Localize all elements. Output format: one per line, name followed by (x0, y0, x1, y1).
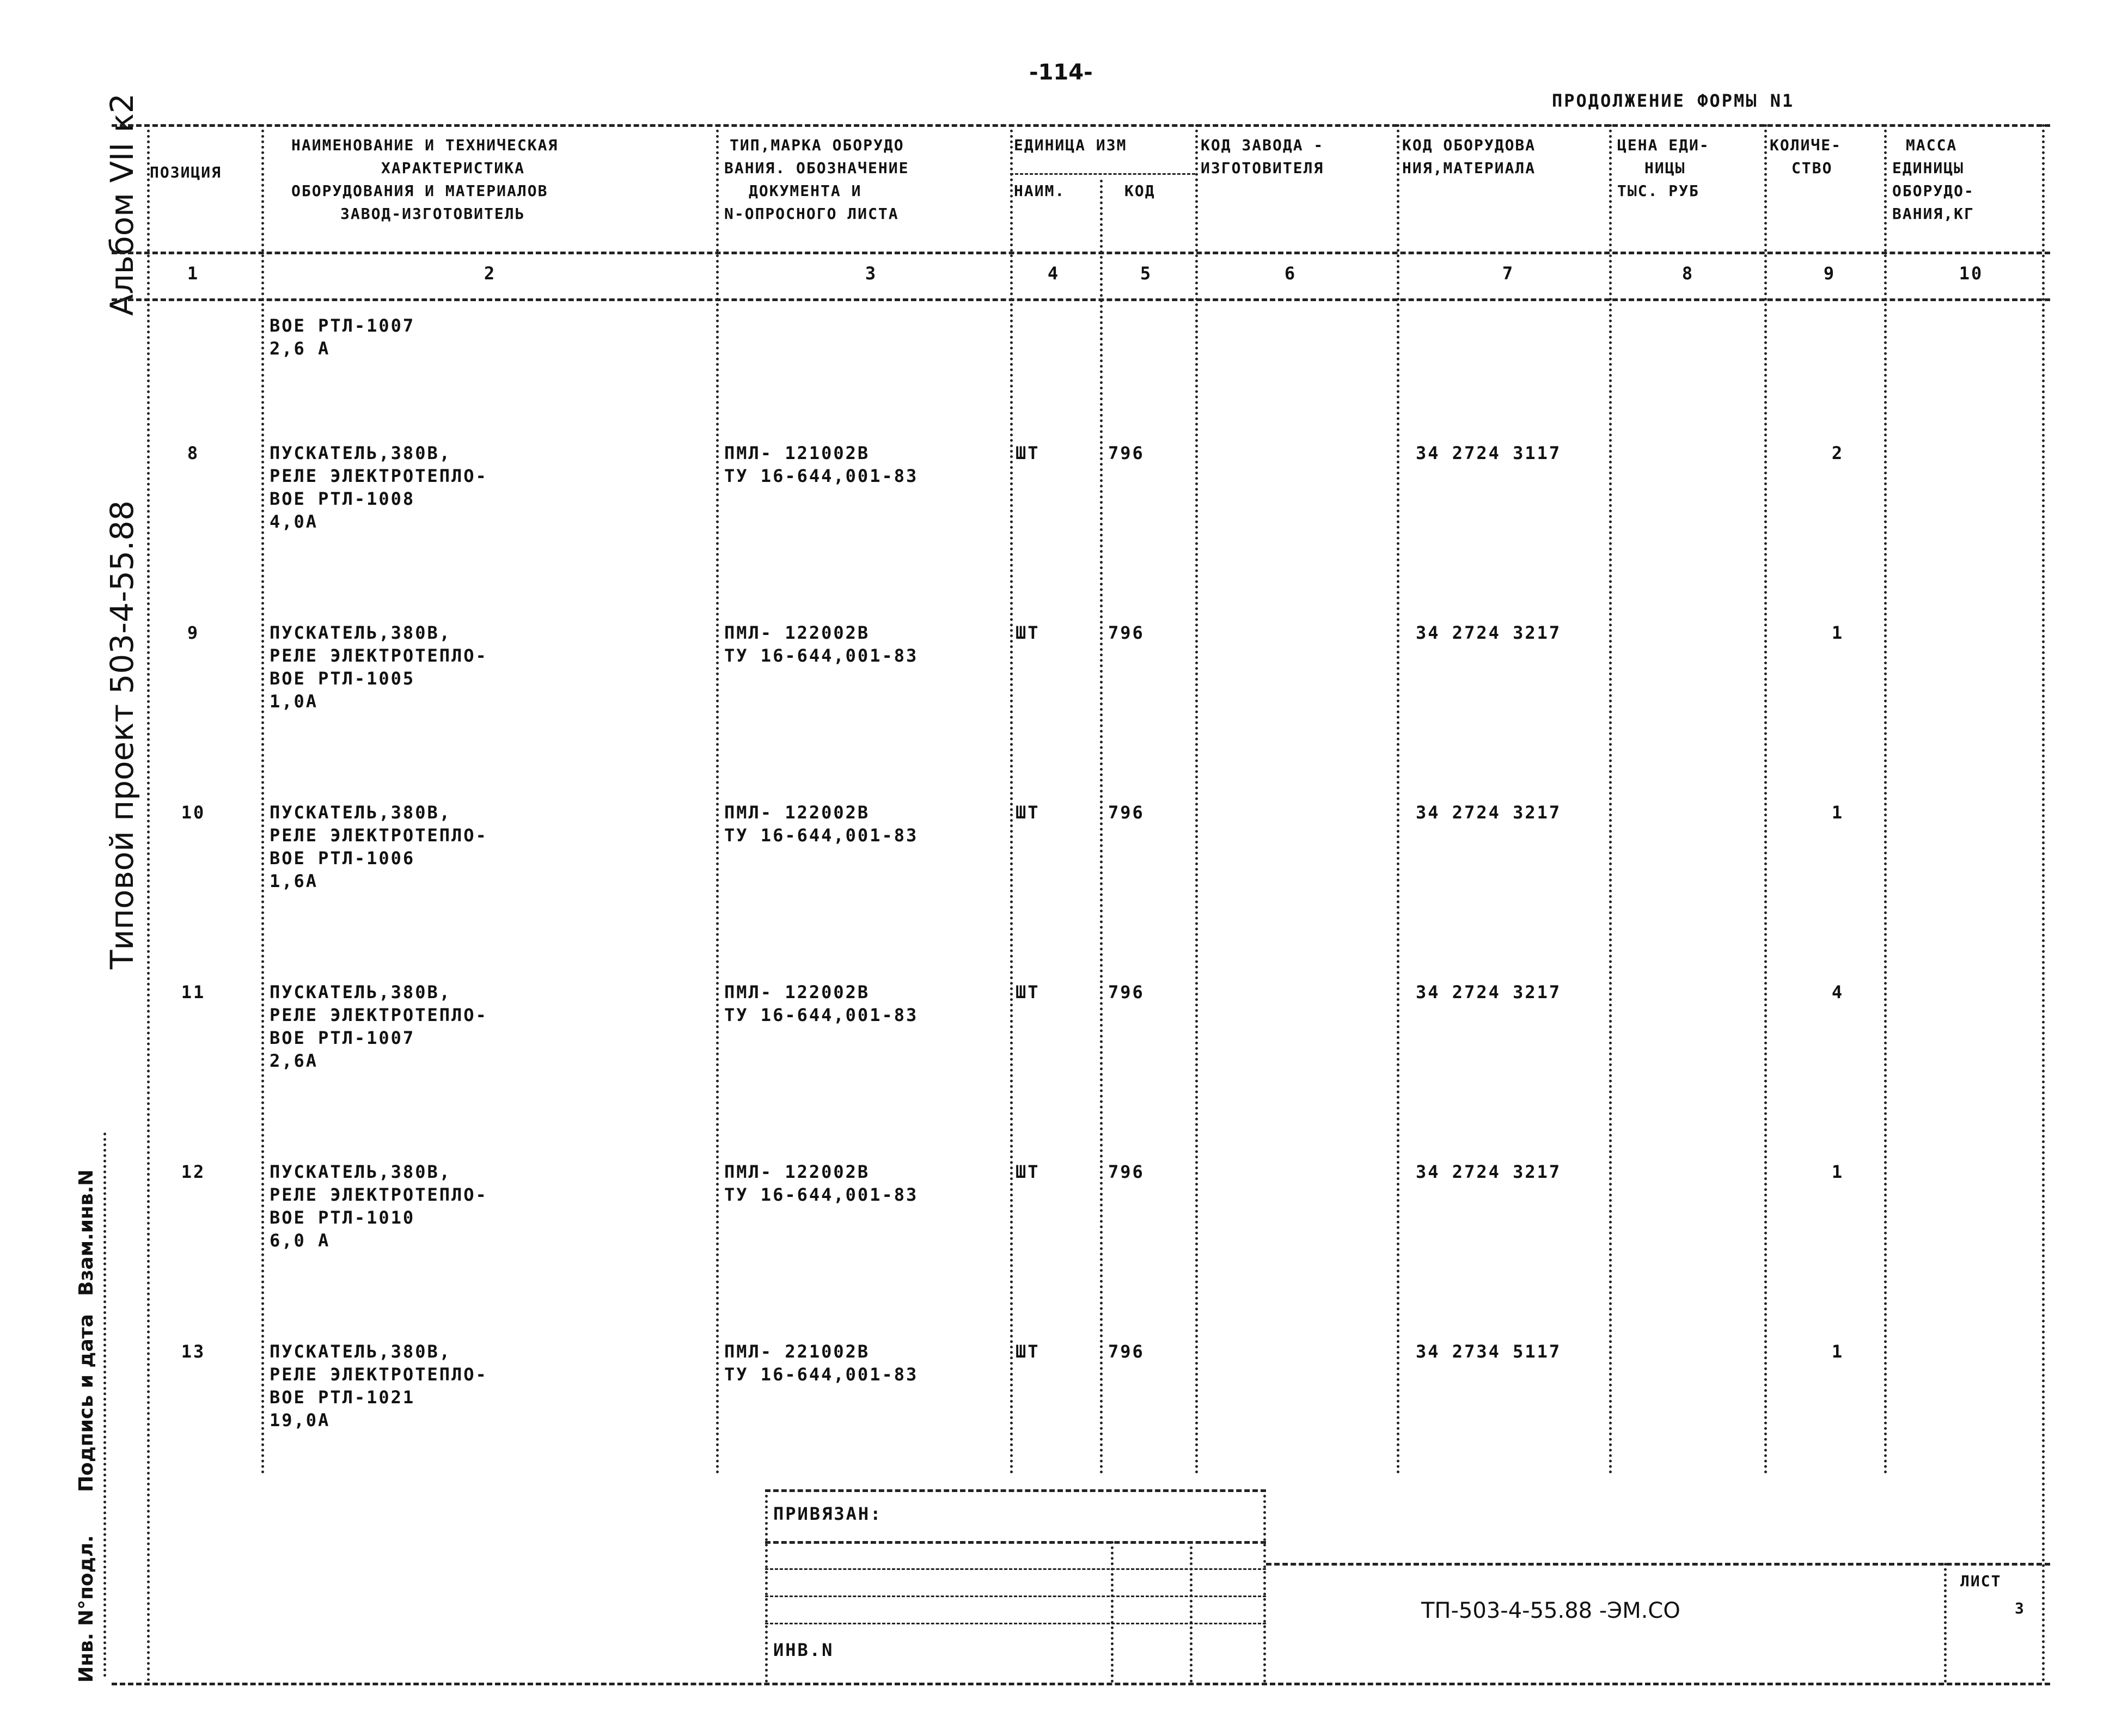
stamp-col-sep (1111, 1541, 1114, 1683)
carryover-line: ВОЕ РТЛ-1007 (270, 315, 415, 336)
stamp-inv-podl: Инв. N°подл. (75, 1535, 97, 1683)
row-type-line: ТУ 16-644,001-83 (724, 825, 919, 846)
stamp-rule-top (765, 1489, 1266, 1492)
row-name-line: 6,0 А (270, 1230, 331, 1251)
stamp-col-sep (1190, 1541, 1193, 1683)
unit-subheader-rule (1010, 173, 1195, 175)
col-sep-3 (1010, 124, 1013, 1475)
header-bottom-rule (112, 252, 2050, 254)
col-sep-right (2042, 124, 2045, 1683)
col-number-6: 6 (1284, 263, 1297, 284)
row-name-line: РЕЛЕ ЭЛЕКТРОТЕПЛО- (270, 1184, 488, 1205)
title-block-rule (1266, 1563, 2050, 1566)
row-position: 9 (187, 622, 200, 643)
row-type-line: ПМЛ- 122002В (724, 982, 870, 1003)
col-number-2: 2 (484, 263, 497, 284)
row-quantity: 1 (1831, 1162, 1844, 1182)
row-unit: ШТ (1016, 1162, 1040, 1182)
row-position: 10 (181, 802, 206, 823)
row-position: 8 (187, 443, 200, 463)
col-number-10: 10 (1959, 263, 1984, 284)
row-type-line: ПМЛ- 121002В (724, 443, 870, 463)
header-qty-2: СТВО (1791, 159, 1833, 177)
row-name-line: ПУСКАТЕЛЬ,380В, (270, 622, 451, 643)
row-name-line: 1,0А (270, 691, 319, 712)
header-type-4: N-ОПРОСНОГО ЛИСТА (724, 205, 899, 223)
row-equip-code: 34 2724 3217 (1416, 802, 1562, 823)
row-unit: ШТ (1016, 622, 1040, 643)
row-unit: ШТ (1016, 1341, 1040, 1362)
row-type-line: ТУ 16-644,001-83 (724, 1364, 919, 1385)
stamp-border-left (765, 1489, 768, 1683)
row-unit-code: 796 (1108, 802, 1145, 823)
row-type-line: ПМЛ- 221002В (724, 1341, 870, 1362)
row-equip-code: 34 2724 3217 (1416, 1162, 1562, 1182)
row-unit-code: 796 (1108, 1162, 1145, 1182)
col-number-1: 1 (187, 263, 200, 284)
col-sep-2 (716, 124, 719, 1475)
row-type-line: ТУ 16-644,001-83 (724, 466, 919, 486)
stamp-divider (103, 1133, 106, 1677)
document-code: ТП-503-4-55.88 -ЭМ.СО (1421, 1598, 1680, 1623)
row-quantity: 1 (1831, 802, 1844, 823)
header-mass-3: ОБОРУДО- (1892, 182, 1974, 200)
row-name-line: РЕЛЕ ЭЛЕКТРОТЕПЛО- (270, 466, 488, 486)
header-type-3: ДОКУМЕНТА И (749, 182, 862, 200)
sheet-number: 3 (2015, 1599, 2025, 1617)
row-position: 13 (181, 1341, 206, 1362)
header-name-2: ХАРАКТЕРИСТИКА (381, 159, 525, 177)
side-project-title: Типовой проект 503-4-55.88 (103, 500, 140, 969)
col-sep-left (147, 124, 150, 1683)
row-type-line: ТУ 16-644,001-83 (724, 1005, 919, 1025)
header-unit: ЕДИНИЦА ИЗМ (1014, 136, 1127, 154)
table-top-rule (112, 124, 2050, 127)
row-unit: ШТ (1016, 443, 1040, 463)
row-name-line: 19,0А (270, 1410, 331, 1431)
row-name-line: ВОЕ РТЛ-1007 (270, 1028, 415, 1048)
col-number-4: 4 (1047, 263, 1060, 284)
row-name-line: 1,6А (270, 871, 319, 891)
header-price-2: НИЦЫ (1644, 159, 1686, 177)
attached-label: ПРИВЯЗАН: (773, 1503, 883, 1524)
sheet-box-sep (1944, 1563, 1947, 1683)
row-name-line: РЕЛЕ ЭЛЕКТРОТЕПЛО- (270, 1005, 488, 1025)
row-quantity: 4 (1831, 982, 1844, 1003)
row-unit: ШТ (1016, 802, 1040, 823)
row-name-line: 2,6А (270, 1050, 319, 1071)
table-bottom-rule (112, 1683, 2050, 1685)
row-type-line: ТУ 16-644,001-83 (724, 1184, 919, 1205)
row-unit-code: 796 (1108, 982, 1145, 1003)
inventory-number-label: ИНВ.N (773, 1640, 834, 1660)
header-mass-4: ВАНИЯ,КГ (1892, 205, 1974, 223)
row-name-line: РЕЛЕ ЭЛЕКТРОТЕПЛО- (270, 645, 488, 666)
header-mass-1: МАССА (1906, 136, 1958, 154)
row-equip-code: 34 2724 3217 (1416, 982, 1562, 1003)
row-name-line: РЕЛЕ ЭЛЕКТРОТЕПЛО- (270, 825, 488, 846)
row-name-line: ПУСКАТЕЛЬ,380В, (270, 443, 451, 463)
row-position: 11 (181, 982, 206, 1003)
header-unit-code: КОД (1124, 182, 1155, 200)
header-type-1: ТИП,МАРКА ОБОРУДО (730, 136, 904, 154)
header-plant-code-1: КОД ЗАВОДА - (1201, 136, 1324, 154)
row-type-line: ТУ 16-644,001-83 (724, 645, 919, 666)
row-name-line: ПУСКАТЕЛЬ,380В, (270, 982, 451, 1003)
row-unit-code: 796 (1108, 1341, 1145, 1362)
col-number-9: 9 (1823, 263, 1836, 284)
col-sep-1 (261, 124, 264, 1475)
row-name-line: ПУСКАТЕЛЬ,380В, (270, 802, 451, 823)
row-type-line: ПМЛ- 122002В (724, 802, 870, 823)
row-name-line: РЕЛЕ ЭЛЕКТРОТЕПЛО- (270, 1364, 488, 1385)
col-sep-7 (1609, 124, 1612, 1475)
continuation-title: ПРОДОЛЖЕНИЕ ФОРМЫ N1 (1552, 90, 1795, 111)
col-sep-8 (1764, 124, 1767, 1475)
row-position: 12 (181, 1162, 206, 1182)
header-equip-code-1: КОД ОБОРУДОВА (1402, 136, 1536, 154)
header-price-1: ЦЕНА ЕДИ- (1617, 136, 1710, 154)
header-type-2: ВАНИЯ. ОБОЗНАЧЕНИЕ (724, 159, 909, 177)
col-number-5: 5 (1140, 263, 1153, 284)
header-name-3: ОБОРУДОВАНИЯ И МАТЕРИАЛОВ (291, 182, 548, 200)
row-name-line: ПУСКАТЕЛЬ,380В, (270, 1162, 451, 1182)
row-name-line: ВОЕ РТЛ-1008 (270, 488, 415, 509)
row-name-line: ПУСКАТЕЛЬ,380В, (270, 1341, 451, 1362)
row-equip-code: 34 2734 5117 (1416, 1341, 1562, 1362)
header-name-4: ЗАВОД-ИЗГОТОВИТЕЛЬ (340, 205, 525, 223)
stamp-border-right (1263, 1489, 1266, 1683)
row-quantity: 1 (1831, 622, 1844, 643)
row-name-line: ВОЕ РТЛ-1005 (270, 668, 415, 689)
page-number: -114- (1029, 60, 1093, 85)
column-numbers-rule (112, 298, 2050, 301)
row-unit-code: 796 (1108, 622, 1145, 643)
col-number-3: 3 (865, 263, 878, 284)
row-equip-code: 34 2724 3117 (1416, 443, 1562, 463)
row-quantity: 1 (1831, 1341, 1844, 1362)
stamp-signature-date: Подпись и дата (75, 1314, 97, 1492)
header-position: ПОЗИЦИЯ (150, 163, 222, 181)
row-unit: ШТ (1016, 982, 1040, 1003)
header-mass-2: ЕДИНИЦЫ (1892, 159, 1965, 177)
row-name-line: ВОЕ РТЛ-1010 (270, 1207, 415, 1228)
col-sep-4 (1100, 180, 1103, 1475)
header-qty-1: КОЛИЧЕ- (1770, 136, 1842, 154)
stamp-vzam-inv: Взам.инв.N (75, 1169, 97, 1296)
row-equip-code: 34 2724 3217 (1416, 622, 1562, 643)
col-number-7: 7 (1502, 263, 1515, 284)
row-name-line: ВОЕ РТЛ-1006 (270, 848, 415, 869)
header-name-1: НАИМЕНОВАНИЕ И ТЕХНИЧЕСКАЯ (291, 136, 559, 154)
sheet-label: ЛИСТ (1960, 1572, 2002, 1590)
row-name-line: ВОЕ РТЛ-1021 (270, 1387, 415, 1408)
header-unit-name: НАИМ. (1014, 182, 1066, 200)
row-quantity: 2 (1831, 443, 1844, 463)
row-unit-code: 796 (1108, 443, 1145, 463)
row-name-line: 4,0А (270, 511, 319, 532)
col-sep-5 (1195, 124, 1198, 1475)
row-type-line: ПМЛ- 122002В (724, 622, 870, 643)
col-sep-6 (1397, 124, 1399, 1475)
side-album: Альбом VII к2 (103, 93, 140, 316)
carryover-line: 2,6 А (270, 338, 331, 359)
col-sep-9 (1884, 124, 1887, 1475)
header-equip-code-2: НИЯ,МАТЕРИАЛА (1402, 159, 1536, 177)
header-price-3: ТЫС. РУБ (1617, 182, 1699, 200)
row-type-line: ПМЛ- 122002В (724, 1162, 870, 1182)
header-plant-code-2: ИЗГОТОВИТЕЛЯ (1201, 159, 1324, 177)
col-number-8: 8 (1681, 263, 1695, 284)
